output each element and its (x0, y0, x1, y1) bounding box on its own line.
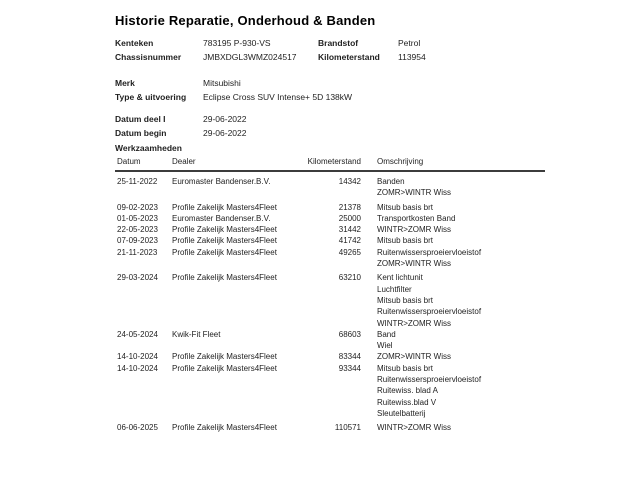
omschrijving-line: Band (377, 329, 396, 339)
omschrijving-line: Mitsub basis brt (377, 363, 434, 373)
cell-datum: 21-11-2023 (117, 247, 158, 257)
cell-dealer: Profile Zakelijk Masters4Fleet (172, 202, 277, 212)
chassisnummer-value: JMBXDGL3WMZ024517 (203, 51, 297, 62)
cell-datum: 01-05-2023 (117, 213, 158, 223)
cell-datum: 25-11-2022 (117, 177, 158, 186)
omschrijving-line: ZOMR>WINTR Wiss (377, 259, 451, 269)
cell-dealer: Profile Zakelijk Masters4Fleet (172, 225, 277, 235)
table-row (115, 202, 545, 213)
kenteken-value: 783195 P-930-VS (203, 38, 271, 48)
type-uitvoering-label: Type & uitvoering (115, 91, 187, 102)
table-row (115, 224, 545, 235)
column-header-omschrijving: Omschrijving (377, 157, 424, 166)
datum-deel-1-value: 29-06-2022 (203, 114, 247, 124)
omschrijving-line: Ruitenwissersproeiervloeistof (377, 307, 482, 317)
cell-kilometerstand: 21378 (338, 202, 361, 212)
cell-dealer: Profile Zakelijk Masters4Fleet (172, 273, 277, 283)
omschrijving-line: Ruitenwissersproeiervloeistof (377, 247, 482, 257)
omschrijving-line: Banden (377, 177, 405, 186)
info-row-datum-deel-1 (115, 113, 545, 127)
table-row (115, 272, 545, 328)
kenteken-label: Kenteken (115, 38, 154, 48)
cell-dealer: Euromaster Bandenser.B.V. (172, 213, 271, 223)
omschrijving-line: Ruitewiss. blad A (377, 386, 438, 396)
info-row-kenteken-brandstof (115, 37, 545, 51)
cell-omschrijving (377, 329, 545, 352)
omschrijving-line: Mitsub basis brt (377, 295, 434, 305)
chassisnummer-label: Chassisnummer (115, 51, 182, 62)
info-row-chassis-kilometerstand (115, 51, 545, 65)
merk-value: Mitsubishi (203, 78, 241, 88)
cell-datum: 14-10-2024 (117, 363, 158, 373)
cell-dealer: Euromaster Bandenser.B.V. (172, 177, 271, 186)
omschrijving-line: Sleutelbatterij (377, 408, 426, 418)
datum-deel-1-label: Datum deel I (115, 114, 166, 124)
table-row (115, 363, 545, 419)
omschrijving-line: ZOMR>WINTR Wiss (377, 352, 451, 362)
cell-omschrijving (377, 176, 545, 199)
cell-dealer: Kwik-Fit Fleet (172, 329, 221, 339)
work-table-header (115, 156, 545, 172)
cell-datum: 14-10-2024 (117, 352, 158, 362)
omschrijving-line: Transportkosten Band (377, 213, 456, 223)
table-row (115, 422, 545, 433)
dates-section (115, 113, 545, 140)
cell-datum: 24-05-2024 (117, 329, 158, 339)
cell-dealer: Profile Zakelijk Masters4Fleet (172, 363, 277, 373)
omschrijving-line: WINTR>ZOMR Wiss (377, 225, 451, 235)
column-header-dealer: Dealer (172, 157, 196, 166)
cell-omschrijving (377, 235, 545, 246)
cell-dealer: Profile Zakelijk Masters4Fleet (172, 423, 277, 433)
cell-kilometerstand: 14342 (338, 177, 361, 186)
omschrijving-line: WINTR>ZOMR Wiss (377, 423, 451, 433)
cell-kilometerstand: 25000 (338, 213, 361, 223)
table-row (115, 213, 545, 224)
merk-label: Merk (115, 78, 135, 88)
table-row (115, 351, 545, 362)
kilometerstand-value: 113954 (398, 51, 426, 62)
cell-dealer: Profile Zakelijk Masters4Fleet (172, 352, 277, 362)
table-row (115, 329, 545, 352)
cell-kilometerstand: 83344 (338, 352, 361, 362)
omschrijving-line: Ruitenwissersproeiervloeistof (377, 375, 482, 385)
cell-kilometerstand: 110571 (334, 423, 361, 433)
column-header-kilometerstand: Kilometerstand (307, 157, 361, 166)
cell-kilometerstand: 41742 (338, 236, 361, 246)
table-row (115, 235, 545, 246)
cell-omschrijving (377, 213, 545, 224)
work-table-body (115, 172, 545, 434)
info-row-datum-begin (115, 127, 545, 141)
cell-datum: 06-06-2025 (117, 423, 158, 433)
datum-begin-label: Datum begin (115, 127, 167, 138)
type-uitvoering-value: Eclipse Cross SUV Intense+ 5D 138kW (203, 91, 353, 102)
cell-omschrijving (377, 363, 545, 419)
omschrijving-line: Mitsub basis brt (377, 202, 434, 212)
brandstof-value: Petrol (398, 38, 421, 48)
cell-dealer: Profile Zakelijk Masters4Fleet (172, 236, 277, 246)
cell-datum: 07-09-2023 (117, 236, 158, 246)
table-row (115, 176, 545, 199)
column-header-datum: Datum (117, 157, 141, 166)
cell-datum: 09-02-2023 (117, 202, 158, 212)
cell-kilometerstand: 31442 (338, 225, 361, 235)
identification-section (115, 37, 545, 64)
page-title: Historie Reparatie, Onderhoud & Banden (115, 13, 376, 28)
cell-omschrijving (377, 247, 545, 270)
cell-dealer: Profile Zakelijk Masters4Fleet (172, 247, 277, 257)
omschrijving-line: Luchtfilter (377, 284, 412, 294)
info-row-type (115, 91, 545, 105)
brandstof-label: Brandstof (318, 38, 359, 48)
cell-kilometerstand: 68603 (338, 329, 361, 339)
omschrijving-line: ZOMR>WINTR Wiss (377, 188, 451, 198)
werkzaamheden-section-title: Werkzaamheden (115, 143, 182, 153)
kilometerstand-label: Kilometerstand (318, 51, 380, 62)
cell-omschrijving (377, 351, 545, 362)
omschrijving-line: Kent lichtunit (377, 273, 423, 283)
cell-datum: 22-05-2023 (117, 225, 158, 235)
omschrijving-line: WINTR>ZOMR Wiss (377, 318, 451, 328)
cell-omschrijving (377, 202, 545, 213)
cell-omschrijving (377, 224, 545, 235)
omschrijving-line: Ruitewiss.blad V (377, 397, 437, 407)
cell-kilometerstand: 93344 (338, 363, 361, 373)
cell-omschrijving (377, 272, 545, 328)
cell-datum: 29-03-2024 (117, 273, 158, 283)
vehicle-section (115, 77, 545, 104)
cell-omschrijving (377, 422, 545, 433)
info-row-merk (115, 77, 545, 91)
omschrijving-line: Wiel (377, 341, 393, 351)
cell-kilometerstand: 49265 (338, 247, 361, 257)
omschrijving-line: Mitsub basis brt (377, 236, 434, 246)
work-history-table (115, 156, 545, 434)
datum-begin-value: 29-06-2022 (203, 127, 247, 138)
cell-kilometerstand: 63210 (338, 273, 361, 283)
table-row (115, 247, 545, 270)
